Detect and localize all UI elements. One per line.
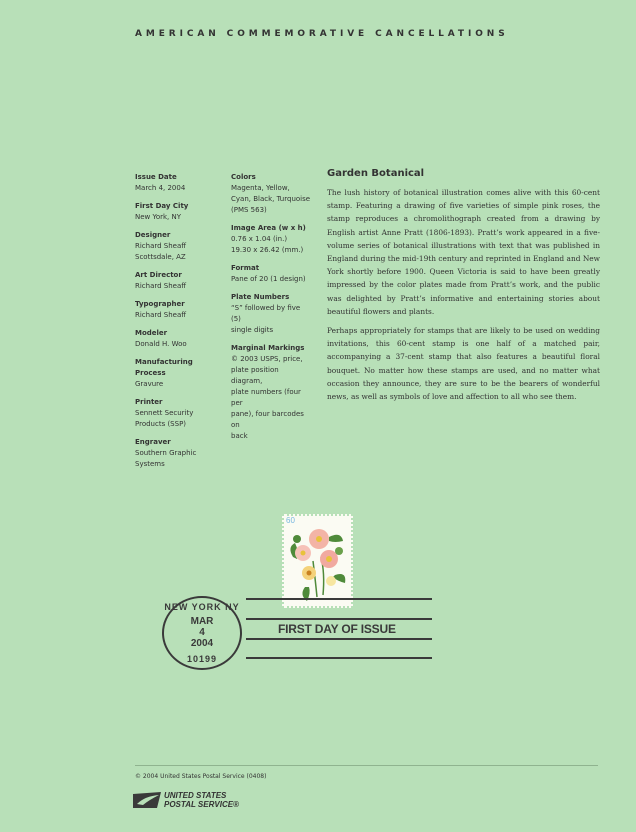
detail-item: [135, 328, 225, 350]
detail-value: © 2003 USPS, price, plate position diagram, plate numbers (four per pane), four barcodes on back: [231, 355, 304, 440]
usps-logo: [133, 791, 239, 809]
detail-label: Issue Date: [135, 173, 177, 181]
detail-item: [135, 201, 225, 223]
detail-item: [135, 299, 225, 321]
detail-value: “S” followed by five (5) single digits: [231, 304, 301, 334]
detail-item: [135, 437, 225, 470]
killer-line: [246, 638, 432, 640]
postmark-month: MAR: [190, 616, 214, 627]
detail-item: [135, 230, 225, 263]
stamp-denomination: 60: [286, 516, 295, 525]
detail-value: New York, NY: [135, 213, 182, 221]
postmark-city: NEW YORK NY: [164, 602, 240, 612]
postmark-zip: 10199: [186, 654, 218, 664]
detail-value: 0.76 x 1.04 (in.) 19.30 x 26.42 (mm.): [231, 235, 304, 254]
issue-details-right: [231, 172, 311, 449]
detail-label: Art Director: [135, 271, 182, 279]
detail-value: Pane of 20 (1 design): [231, 275, 306, 283]
detail-value: Southern Graphic Systems: [135, 449, 197, 468]
detail-item: [135, 357, 225, 390]
detail-value: Donald H. Woo: [135, 340, 187, 348]
first-day-of-issue-text: FIRST DAY OF ISSUE: [278, 622, 396, 636]
stamp-perforations: [282, 514, 353, 608]
detail-label: Typographer: [135, 300, 185, 308]
killer-line: [246, 618, 432, 620]
article-paragraph: Perhaps appropriately for stamps that are likely to be used on wedding invitations, this 60-cent stamp is one half of a matched pair, accompanying a 37-cent stamp that also features a beautiful floral bouquet. No matter how these stamps are used, and no matter what occasion they announce, they are sure to be the bearers of wonderful news, as well as symbols of love and affection to all who see them.: [327, 326, 600, 402]
detail-item: [231, 223, 311, 256]
detail-item: [135, 270, 225, 292]
detail-value: Richard Sheaff Scottsdale, AZ: [135, 242, 187, 261]
article-title: Garden Botanical: [327, 168, 425, 179]
detail-label: Manufacturing Process: [135, 358, 193, 377]
killer-line: [246, 598, 432, 600]
detail-label: Modeler: [135, 329, 168, 337]
postmark: [162, 596, 242, 670]
detail-label: Printer: [135, 398, 163, 406]
detail-value: Richard Sheaff: [135, 282, 187, 290]
detail-label: Image Area (w x h): [231, 224, 306, 232]
article: [327, 168, 600, 409]
footer-divider: [135, 765, 598, 766]
detail-item: [231, 172, 311, 216]
detail-item: [231, 263, 311, 285]
detail-value: Magenta, Yellow, Cyan, Black, Turquoise (PMS 563): [231, 184, 311, 214]
detail-value: Richard Sheaff: [135, 311, 187, 319]
detail-value: Gravure: [135, 380, 164, 388]
detail-label: Engraver: [135, 438, 171, 446]
usps-wordmark: [164, 791, 239, 809]
detail-label: First Day City: [135, 202, 189, 210]
detail-label: Colors: [231, 173, 256, 181]
logo-line: POSTAL SERVICE®: [164, 800, 239, 809]
postmark-year: 2004: [190, 638, 214, 649]
stamp: [282, 514, 353, 608]
page-header: AMERICAN COMMEMORATIVE CANCELLATIONS: [135, 29, 509, 39]
detail-item: [231, 292, 311, 336]
detail-label: Marginal Markings: [231, 344, 305, 352]
detail-label: Designer: [135, 231, 171, 239]
detail-item: [135, 172, 225, 194]
issue-details-left: [135, 172, 225, 477]
article-paragraph: The lush history of botanical illustration comes alive with this 60-cent stamp. Featuring a drawing of five varieties of simple pink roses, the stamp reproduces a chromolithograph created from a drawing by English artist Anne Pratt (1806-1893). Pratt’s work appeared in a five-volume series of botanical illustrations with text that was published in England during the mid-19th century and reprinted in England and New York shortly before 1900. Queen Victoria is said to have been greatly impressed by the color plates made from Pratt’s work, and the public was delighted by Pratt’s informative and entertaining stories about beautiful flowers and plants.: [327, 188, 600, 316]
detail-value: Sennett Security Products (SSP): [135, 409, 194, 428]
detail-item: [231, 343, 311, 442]
postmark-day: 4: [199, 627, 205, 638]
detail-label: Format: [231, 264, 260, 272]
copyright-text: © 2004 United States Postal Service (0408): [135, 773, 267, 780]
detail-value: March 4, 2004: [135, 184, 186, 192]
eagle-icon: [133, 792, 161, 808]
detail-label: Plate Numbers: [231, 293, 290, 301]
logo-line: UNITED STATES: [164, 791, 227, 800]
detail-item: [135, 397, 225, 430]
killer-line: [246, 657, 432, 659]
